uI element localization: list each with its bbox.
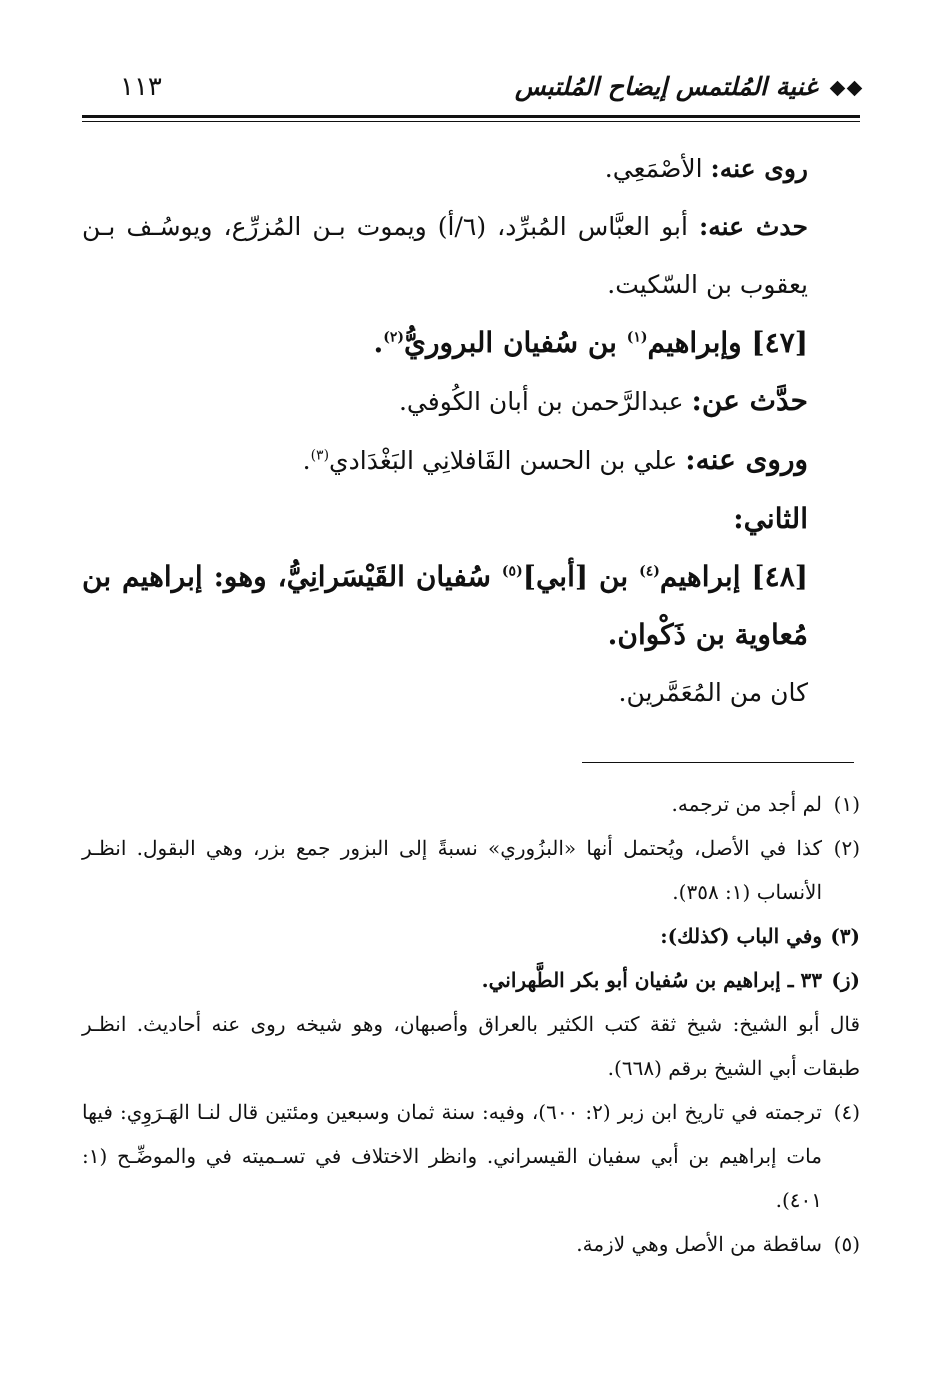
footnote-ref: (٢): [383, 329, 405, 346]
footnote-3-quote: قال أبو الشيخ: شيخ ثقة كتب الكثير بالعراق وأصبهان، وهو شيخه روى عنه أحاديث. انظـر طبقات أبي الشيخ برقم (٦٦٨).: [82, 1012, 860, 1080]
page-header: [82, 70, 860, 110]
narrators-from-line: روى عنه: الأصْمَعِي.: [604, 154, 808, 183]
page-number: ١١٣: [120, 72, 162, 102]
entry-48-heading: [٤٨] إبراهيم$^{(٤)}$ بن [أبي]$^{(٥)}$ سُفيان القَيْسَرانِيُّ، وهو: إبراهيم بن مُعاوية بن ذَكْوان.: [82, 560, 808, 651]
footnote-separator: [582, 762, 854, 763]
footnote-5: (٥)ساقطة من الأصل وهي لازمة.: [576, 1232, 860, 1256]
narrated-by-line: وروى عنه: علي بن الحسن القَافلانِي البَغْدَادي$^{(٣)}$.: [302, 443, 808, 476]
footnote-2: (٢)كذا في الأصل، ويُحتمل أنها «البزُوري» نسبةً إلى البزور جمع بزر، وهي البقول. انظـر الأنساب (١: ٣٥٨).: [82, 836, 861, 904]
footnote-3: (٣)وفي الباب (كذلك):: [660, 924, 860, 948]
footnotes: [82, 782, 860, 1266]
footnote-1: (١)لم أجد من ترجمه.: [671, 792, 860, 816]
last-line: كان من المُعَمَّرين.: [618, 678, 808, 707]
footnote-4: (٤)ترجمته في تاريخ ابن زبر (٢: ٦٠٠)، وفيه: سنة ثمان وسبعين ومئتين قال لنـا الهَـرَوِي: فيها مات إبراهيم بن أبي سفيان القيسراني. وانظر الاختلاف في تسـميته في والموضِّـح (١: ٤٠١).: [82, 1100, 860, 1212]
entry-47-heading: [٤٧] وإبراهيم$^{(١)}$ بن سُفيان البروريُّ$^{(٢)}$.: [373, 326, 808, 359]
header-rule-thick: [82, 115, 860, 118]
heard-from-line: حدَّث عن: عبدالرَّحمن بن أبان الكُوفي.: [398, 384, 808, 417]
footnote-3-entry: (ز)٣٣ ـ إبراهيم بن سُفيان أبو بكر الطَّهراني.: [481, 968, 860, 992]
transmitters-line: حدث عنه: أبو العبَّاس المُبرِّد، (٦/أ) ويموت بـن المُزرِّع، ويوسُـف بـن يعقوب بن السّكيت.: [82, 212, 808, 299]
footnote-ref: (٤): [639, 563, 660, 580]
diamond-icon: [847, 81, 863, 97]
main-text: [82, 140, 860, 722]
footnote-ref: (١): [626, 329, 648, 346]
header-rule-thin: [82, 121, 860, 122]
running-title-text: غنية المُلتمس إيضاح المُلتبس: [514, 72, 818, 101]
running-title: [515, 70, 860, 104]
diamond-icon: [830, 81, 846, 97]
footnote-ref: (٣): [310, 447, 330, 464]
footnote-ref: (٥): [501, 563, 523, 580]
second-heading: الثاني:: [733, 502, 808, 535]
